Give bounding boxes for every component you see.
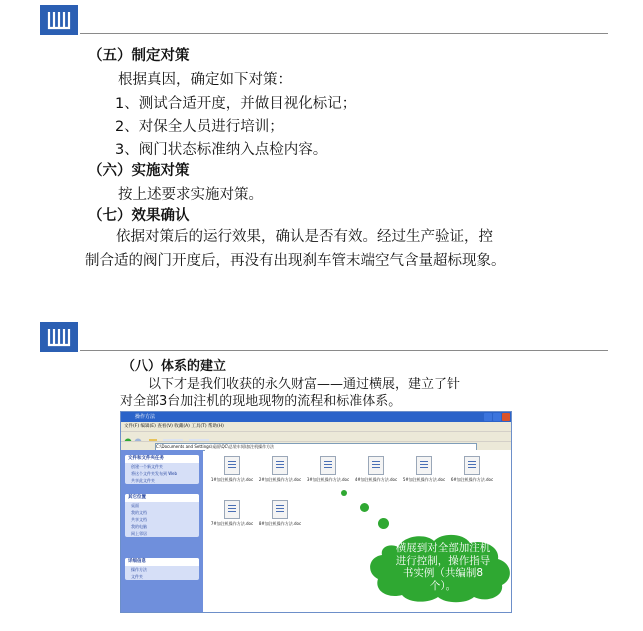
doc-icon — [320, 456, 336, 475]
file-name: 2#加注机操作方法.doc — [258, 477, 302, 482]
heading-5: （五）制定对策 — [88, 48, 190, 64]
logo-icon — [40, 322, 78, 352]
panel-link: 共享文档 — [131, 517, 147, 522]
file-item[interactable] — [401, 456, 447, 482]
menu-bar — [121, 422, 511, 431]
list-item: 1、测试合适开度，并做目视化标记； — [115, 96, 357, 112]
system-text-line1: 以下才是我们收获的永久财富——通过横展，建立了针 — [148, 377, 461, 392]
panel-header: 文件和文件夹任务 — [125, 455, 199, 463]
file-item[interactable] — [305, 456, 351, 482]
file-item[interactable] — [257, 500, 303, 526]
file-item[interactable] — [449, 456, 495, 482]
file-item[interactable] — [209, 500, 255, 526]
file-name: 3#加注机操作方法.doc — [306, 477, 350, 482]
panel-link: 操作方法 — [131, 567, 147, 572]
file-name: 1#加注机操作方法.doc — [210, 477, 254, 482]
task-panel — [125, 455, 199, 484]
file-name: 6#加注机操作方法.doc — [450, 477, 494, 482]
menu-items: 文件(F) 编辑(E) 查看(V) 收藏(A) 工具(T) 帮助(H) — [124, 424, 224, 429]
panel-link: 创建一个新文件夹 — [131, 464, 163, 469]
list-item: 2、对保全人员进行培训； — [115, 119, 284, 135]
doc-icon — [272, 500, 288, 519]
file-name: 7#加注机操作方法.doc — [210, 521, 254, 526]
confirm-text-line1: 依据对策后的运行效果，确认是否有效。经过生产验证，控 — [116, 229, 493, 245]
panel-header: 详细信息 — [125, 558, 199, 566]
file-name: 8#加注机操作方法.doc — [258, 521, 302, 526]
heading-8: （八）体系的建立 — [122, 359, 227, 374]
file-item[interactable] — [353, 456, 399, 482]
task-panel — [125, 494, 199, 537]
doc-icon — [224, 500, 240, 519]
file-item[interactable] — [257, 456, 303, 482]
callout-dot — [341, 490, 347, 496]
intro-text: 根据真因，确定如下对策： — [118, 72, 292, 88]
panel-link: 共享此文件夹 — [131, 478, 155, 483]
panel-header: 其它位置 — [125, 494, 199, 502]
panel-link: 我的文档 — [131, 510, 147, 515]
callout-text: 横展到对全部加注机进行控制，操作指导书实例（共编制8个）。 — [395, 542, 491, 592]
file-name: 4#加注机操作方法.doc — [354, 477, 398, 482]
system-text-line2: 对全部3台加注机的现地现物的流程和标准体系。 — [120, 394, 402, 409]
panel-link: 桌面 — [131, 503, 139, 508]
confirm-text-line2: 制合适的阀门开度后，再没有出现刹车管末端空气含量超标现象。 — [85, 253, 506, 269]
doc-icon — [464, 456, 480, 475]
panel-link: 网上邻居 — [131, 531, 147, 536]
file-item[interactable] — [209, 456, 255, 482]
doc-icon — [416, 456, 432, 475]
header-rule — [80, 33, 608, 34]
panel-link: 我的电脑 — [131, 524, 147, 529]
file-name: 5#加注机操作方法.doc — [402, 477, 446, 482]
minimize-icon — [484, 413, 492, 421]
task-pane — [121, 450, 203, 612]
heading-6: （六）实施对策 — [88, 163, 190, 179]
logo-icon — [40, 5, 78, 35]
doc-icon — [368, 456, 384, 475]
task-panel — [125, 558, 199, 580]
callout-dot — [378, 518, 389, 529]
callout-dot — [360, 503, 369, 512]
window-title: 操作方法 — [135, 414, 156, 420]
close-icon — [502, 413, 510, 421]
doc-icon — [224, 456, 240, 475]
doc-icon — [272, 456, 288, 475]
list-item: 3、阀门状态标准纳入点检内容。 — [115, 142, 328, 158]
header-rule — [80, 350, 608, 351]
heading-7: （七）效果确认 — [88, 208, 190, 224]
address-field: C:\Documents and Settings\桌面\QC\总装车间\加注机操作方法 — [155, 443, 477, 451]
implement-text: 按上述要求实施对策。 — [118, 187, 263, 203]
maximize-icon — [493, 413, 501, 421]
window-titlebar — [121, 412, 511, 422]
panel-link: 将这个文件夹发布到 Web — [131, 471, 177, 476]
panel-link: 文件夹 — [131, 574, 143, 579]
